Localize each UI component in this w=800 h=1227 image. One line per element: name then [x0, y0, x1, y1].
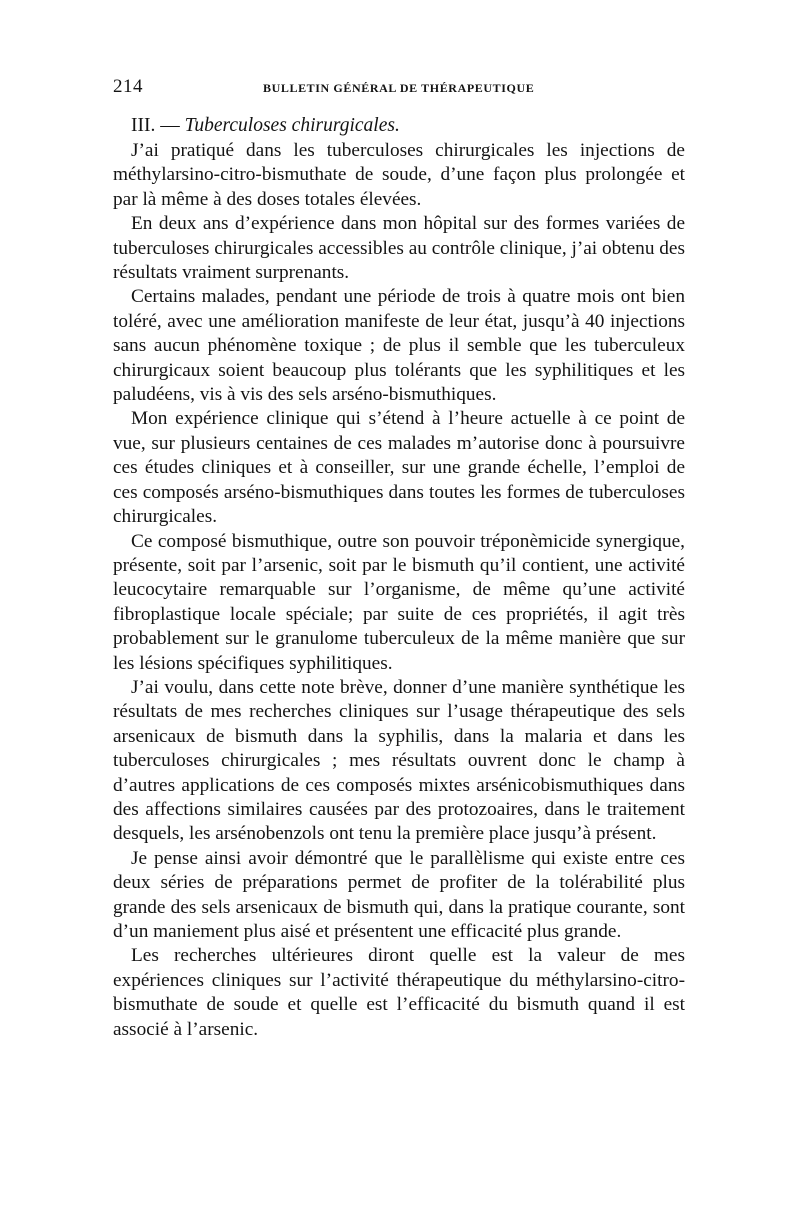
paragraph-4: Mon expérience clinique qui s’étend à l’heure actuelle à ce point de vue, sur plusieurs centaines de ces malades m’autorise donc à poursuivre ces études cliniques et à conseiller, sur une grande échelle, l’emploi de ces composés arséno-bismuthiques dans toutes les formes de tuberculoses chirurgicales.: [113, 408, 685, 528]
paragraph-1: J’ai pratiqué dans les tuberculoses chirurgicales les injections de méthylarsino-citro-bismuthate de soude, d’une façon plus prolongée et par là même à des doses totales élevées.: [113, 140, 685, 210]
paragraph-2: En deux ans d’expérience dans mon hôpital sur des formes variées de tuberculoses chirurgicales accessibles au contrôle clinique, j’ai obtenu des résultats vraiment surprenants.: [113, 213, 685, 284]
running-header: [113, 72, 685, 100]
section-title: Tuberculoses chirurgicales.: [184, 115, 400, 136]
paragraph-5: Ce composé bismuthique, outre son pouvoir tréponèmicide synergique, présente, soit par l’arsenic, soit par le bismuth qu’il contient, une activité leucocytaire remarquable sur l’organisme, de même qu’une activité fibroplastique locale spéciale; par suite de ces propriétés, il agit très probablement sur le granulome tuberculeux de la même manière que sur les lésions spécifiques syphilitiques.: [113, 530, 685, 674]
page-number: 214: [113, 76, 143, 97]
section-heading: [131, 113, 685, 139]
paragraph-3: Certains malades, pendant une période de trois à quatre mois ont bien toléré, avec une amélioration manifeste de leur état, jusqu’à 40 injections sans aucun phénomène toxique ; de plus il semble que les tuberculeux chirurgicaux soient beaucoup plus tolérants que les syphilitiques et les paludéens, vis à vis des sels arséno-bismuthiques.: [113, 286, 685, 406]
section-dash: —: [160, 115, 180, 136]
running-title: BULLETIN GÉNÉRAL DE THÉRAPEUTIQUE: [263, 81, 535, 95]
paragraph-6: J’ai voulu, dans cette note brève, donner d’une manière synthétique les résultats de mes recherches cliniques sur l’usage thérapeutique des sels arsenicaux de bismuth dans la syphilis, dans la malaria et dans les tuberculoses chirurgicales ; mes résultats ouvrent donc le champ à d’autres applications de ces composés mixtes arsénicobismuthiques dans des affections similaires causées par des protozoaires, dans le traitement desquels, les arsénobenzols ont tenu la première place jusqu’à présent.: [113, 676, 685, 845]
paragraph-7: Je pense ainsi avoir démontré que le parallèlisme qui existe entre ces deux séries de préparations permet de profiter de la tolérabilité plus grande des sels arsenicaux de bismuth qui, dans la pratique courante, sont d’un maniement plus aisé et présentent une efficacité plus grande.: [113, 847, 685, 942]
section-numeral: III.: [131, 115, 156, 136]
body-text: [113, 139, 685, 1042]
paragraph-8: Les recherches ultérieures diront quelle est la valeur de mes expériences cliniques sur l’activité thérapeutique du méthylarsino-citro-bismuthate de soude et quelle est l’efficacité du bismuth quand il est associé à l’arsenic.: [113, 945, 685, 1040]
page: [113, 72, 685, 1042]
